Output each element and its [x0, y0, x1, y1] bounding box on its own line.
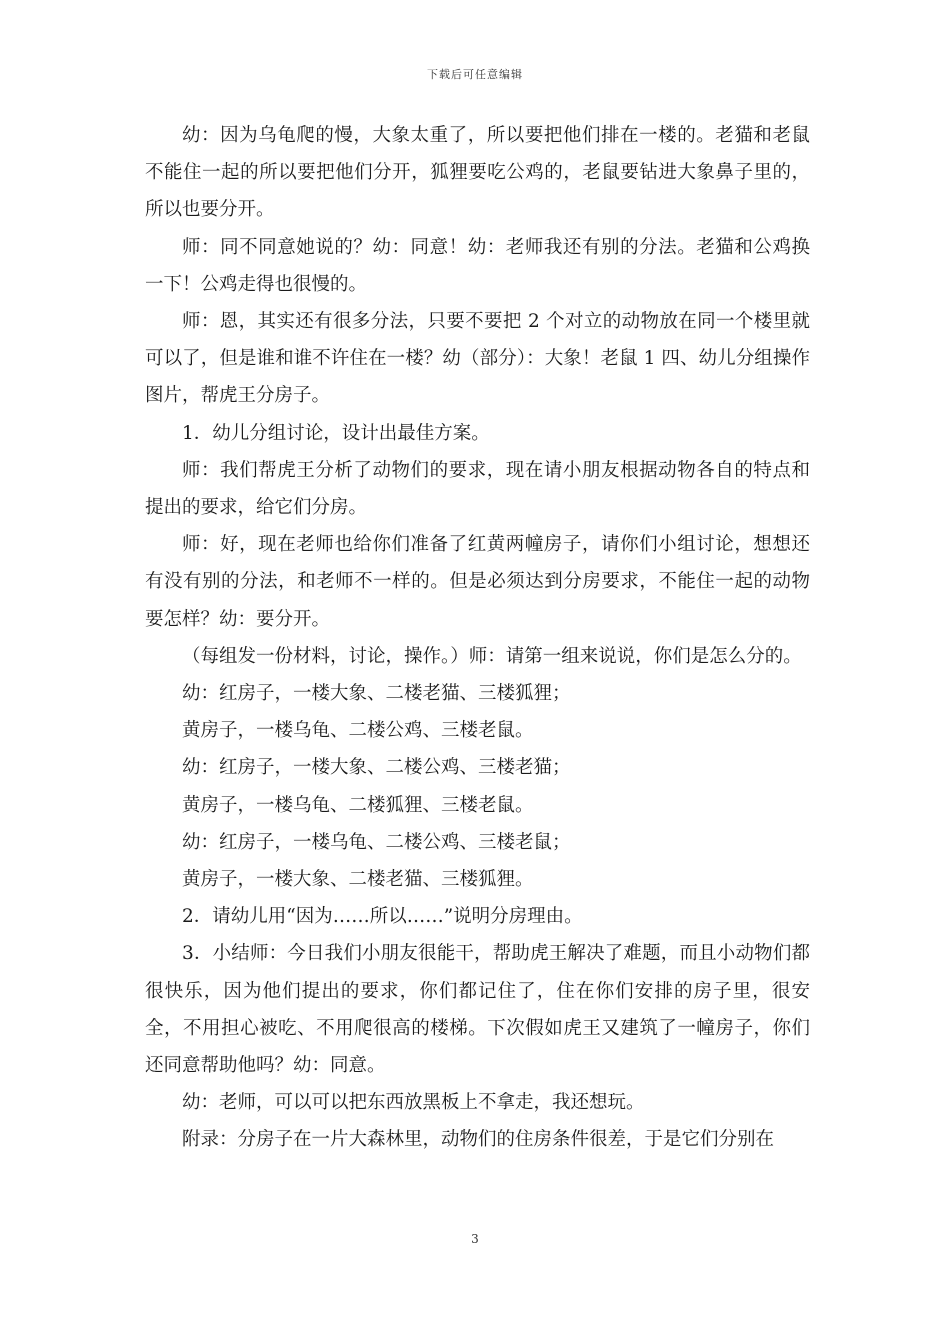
paragraph: 1．幼儿分组讨论，设计出最佳方案。 — [182, 422, 490, 444]
document-body — [145, 117, 810, 1159]
paragraph: 师：好，现在老师也给你们准备了红黄两幢房子，请你们小组讨论，想想还有没有别的分法，和老师不一样的。但是必须达到分房要求，不能住一起的动物要怎样？幼：要分开。 — [145, 534, 810, 630]
paragraph: 师：恩，其实还有很多分法，只要不要把 2 个对立的动物放在同一个楼里就可以了，但是谁和谁不许住在一楼？幼（部分）：大象！老鼠 1 四、幼儿分组操作图片，帮虎王分房子。 — [145, 311, 810, 407]
paragraph: 2．请幼儿用“因为……所以……”说明分房理由。 — [182, 906, 583, 928]
paragraph: 幼：红房子，一楼大象、二楼公鸡、三楼老猫； — [182, 757, 571, 779]
paragraph: （每组发一份材料，讨论，操作。）师：请第一组来说说，你们是怎么分的。 — [182, 645, 802, 667]
page-number: 3 — [471, 1232, 479, 1246]
paragraph: 师：同不同意她说的？幼：同意！幼：老师我还有别的分法。老猫和公鸡换一下！公鸡走得也很慢的。 — [145, 236, 810, 295]
paragraph: 幼：老师，可以可以把东西放黑板上不拿走，我还想玩。 — [182, 1092, 645, 1114]
paragraph: 幼：红房子，一楼乌龟、二楼公鸡、三楼老鼠； — [182, 831, 571, 853]
paragraph: 幼：因为乌龟爬的慢，大象太重了，所以要把他们排在一楼的。老猫和老鼠不能住一起的所以要把他们分开，狐狸要吃公鸡的，老鼠要钻进大象鼻子里的，所以也要分开。 — [145, 125, 810, 221]
paragraph: 黄房子，一楼乌龟、二楼狐狸、三楼老鼠。 — [182, 794, 534, 816]
paragraph: 3．小结师：今日我们小朋友很能干，帮助虎王解决了难题，而且小动物们都很快乐，因为他们提出的要求，你们都记住了，住在你们安排的房子里，很安全，不用担心被吃、不用爬很高的楼梯。下次假如虎王又建筑了一幢房子，你们还同意帮助他吗？幼：同意。 — [145, 943, 810, 1077]
paragraph: 黄房子，一楼乌龟、二楼公鸡、三楼老鼠。 — [182, 720, 534, 742]
paragraph: 附录：分房子在一片大森林里，动物们的住房条件很差，于是它们分别在 — [182, 1129, 775, 1151]
paragraph: 师：我们帮虎王分析了动物们的要求，现在请小朋友根据动物各自的特点和提出的要求，给它们分房。 — [145, 459, 810, 519]
paragraph: 黄房子，一楼大象、二楼老猫、三楼狐狸。 — [182, 869, 534, 891]
page-header: 下载后可任意编辑 — [427, 68, 523, 81]
paragraph: 幼：红房子，一楼大象、二楼老猫、三楼狐狸； — [182, 683, 571, 705]
